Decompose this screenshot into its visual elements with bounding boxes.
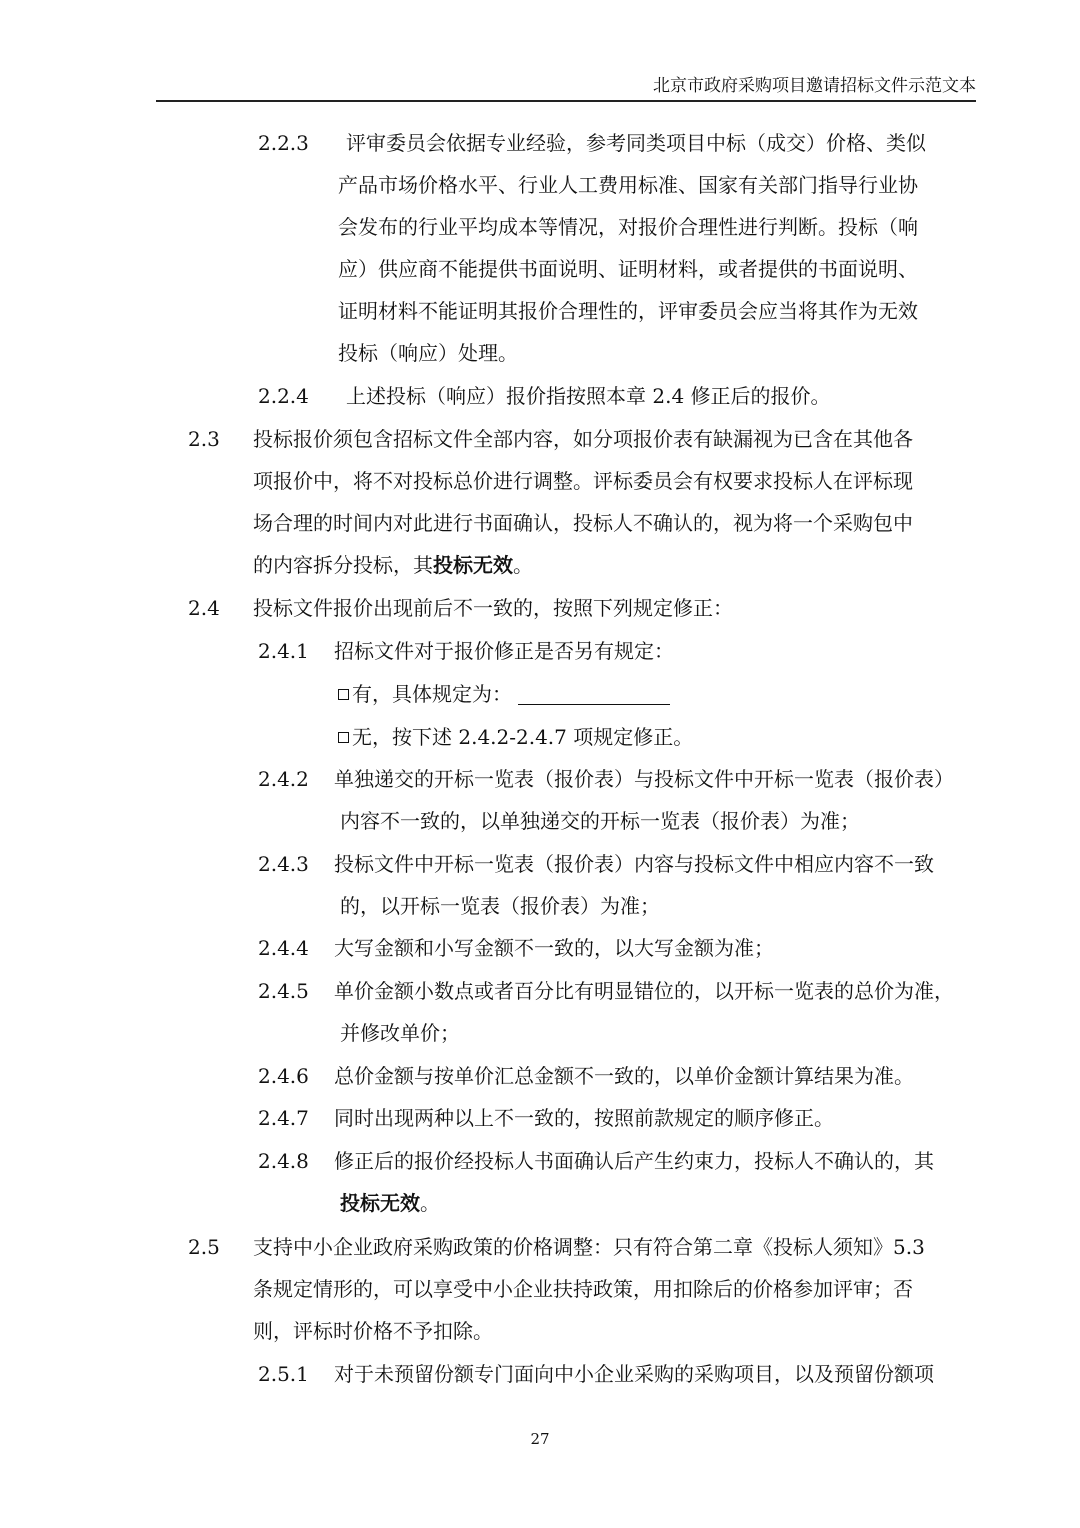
clause-number-2-4-1: 2.4.1	[258, 639, 309, 663]
clause-text-2-3-line-1: 投标报价须包含招标文件全部内容，如分项报价表有缺漏视为已含在其他各	[253, 427, 913, 451]
checkbox-icon	[338, 689, 349, 700]
clause-text-2-3-line-4-prefix: 的内容拆分投标，其	[253, 553, 433, 577]
clause-number-2-4-7: 2.4.7	[258, 1106, 309, 1130]
header-divider	[156, 100, 976, 102]
clause-text-2-4-8-line-2	[340, 1188, 440, 1218]
clause-text-2-5-line-2: 条规定情形的，可以享受中小企业扶持政策，用扣除后的价格参加评审；否	[253, 1277, 913, 1301]
document-title: 北京市政府采购项目邀请招标文件示范文本	[653, 76, 976, 96]
clause-text-2-4-5-line-2: 并修改单价；	[340, 1021, 460, 1045]
clause-text-2-3-line-4-suffix: 。	[513, 553, 533, 577]
clause-text-2-4-3-line-2: 的，以开标一览表（报价表）为准；	[340, 894, 660, 918]
clause-number-2-5: 2.5	[188, 1235, 220, 1259]
option-no-label: 无，按下述 2.4.2-2.4.7 项规定修正。	[352, 725, 694, 749]
clause-number-2-4-5: 2.4.5	[258, 979, 309, 1003]
clause-text-2-3-line-3: 场合理的时间内对此进行书面确认，投标人不确认的，视为将一个采购包中	[253, 511, 913, 535]
clause-text-2-4-8-line-1: 修正后的报价经投标人书面确认后产生约束力，投标人不确认的，其	[334, 1149, 934, 1173]
clause-number-2-4-4: 2.4.4	[258, 936, 309, 960]
bid-invalid-emphasis: 投标无效	[433, 553, 513, 577]
checkbox-icon	[338, 732, 349, 743]
option-yes-label: 有，具体规定为：	[352, 682, 512, 706]
option-no	[338, 722, 693, 752]
clause-number-2-2-3: 2.2.3	[258, 131, 309, 155]
option-yes	[338, 679, 670, 709]
clause-text-2-2-3-line-4: 应）供应商不能提供书面说明、证明材料，或者提供的书面说明、	[338, 257, 918, 281]
clause-text-2-4-line-1: 投标文件报价出现前后不一致的，按照下列规定修正：	[253, 596, 733, 620]
clause-text-2-2-3-line-3: 会发布的行业平均成本等情况，对报价合理性进行判断。投标（响	[338, 215, 918, 239]
clause-text-2-2-3-line-1: 评审委员会依据专业经验，参考同类项目中标（成交）价格、类似	[346, 131, 926, 155]
clause-number-2-3: 2.3	[188, 427, 220, 451]
clause-text-2-4-6-line-1: 总价金额与按单价汇总金额不一致的，以单价金额计算结果为准。	[334, 1064, 914, 1088]
clause-text-2-4-5-line-1: 单价金额小数点或者百分比有明显错位的，以开标一览表的总价为准，	[334, 979, 954, 1003]
clause-number-2-5-1: 2.5.1	[258, 1362, 309, 1386]
clause-text-2-2-3-line-6: 投标（响应）处理。	[338, 341, 518, 365]
clause-text-2-4-4-line-1: 大写金额和小写金额不一致的，以大写金额为准；	[334, 936, 774, 960]
clause-text-2-4-7-line-1: 同时出现两种以上不一致的，按照前款规定的顺序修正。	[334, 1106, 834, 1130]
clause-text-2-5-line-1: 支持中小企业政府采购政策的价格调整：只有符合第二章《投标人须知》5.3	[253, 1235, 925, 1259]
clause-text-2-3-line-4	[253, 550, 533, 580]
clause-text-2-4-8-suffix: 。	[420, 1191, 440, 1215]
clause-text-2-4-2-line-1: 单独递交的开标一览表（报价表）与投标文件中开标一览表（报价表）	[334, 767, 954, 791]
clause-number-2-4-2: 2.4.2	[258, 767, 309, 791]
clause-text-2-4-2-line-2: 内容不一致的，以单独递交的开标一览表（报价表）为准；	[340, 809, 860, 833]
clause-text-2-5-line-3: 则，评标时价格不予扣除。	[253, 1319, 493, 1343]
clause-number-2-4-3: 2.4.3	[258, 852, 309, 876]
clause-text-2-3-line-2: 项报价中，将不对投标总价进行调整。评标委员会有权要求投标人在评标现	[253, 469, 913, 493]
page-number: 27	[530, 1430, 550, 1448]
clause-number-2-4-6: 2.4.6	[258, 1064, 309, 1088]
clause-text-2-2-3-line-2: 产品市场价格水平、行业人工费用标准、国家有关部门指导行业协	[338, 173, 918, 197]
bid-invalid-emphasis: 投标无效	[340, 1191, 420, 1215]
clause-number-2-2-4: 2.2.4	[258, 384, 309, 408]
clause-number-2-4-8: 2.4.8	[258, 1149, 309, 1173]
clause-text-2-2-3-line-5: 证明材料不能证明其报价合理性的，评审委员会应当将其作为无效	[338, 299, 918, 323]
clause-text-2-4-1-line-1: 招标文件对于报价修正是否另有规定：	[334, 639, 674, 663]
clause-text-2-2-4-line-1: 上述投标（响应）报价指按照本章 2.4 修正后的报价。	[346, 384, 831, 408]
clause-text-2-5-1-line-1: 对于未预留份额专门面向中小企业采购的采购项目，以及预留份额项	[334, 1362, 934, 1386]
clause-text-2-4-3-line-1: 投标文件中开标一览表（报价表）内容与投标文件中相应内容不一致	[334, 852, 934, 876]
fill-in-blank	[518, 703, 670, 705]
clause-number-2-4: 2.4	[188, 596, 220, 620]
